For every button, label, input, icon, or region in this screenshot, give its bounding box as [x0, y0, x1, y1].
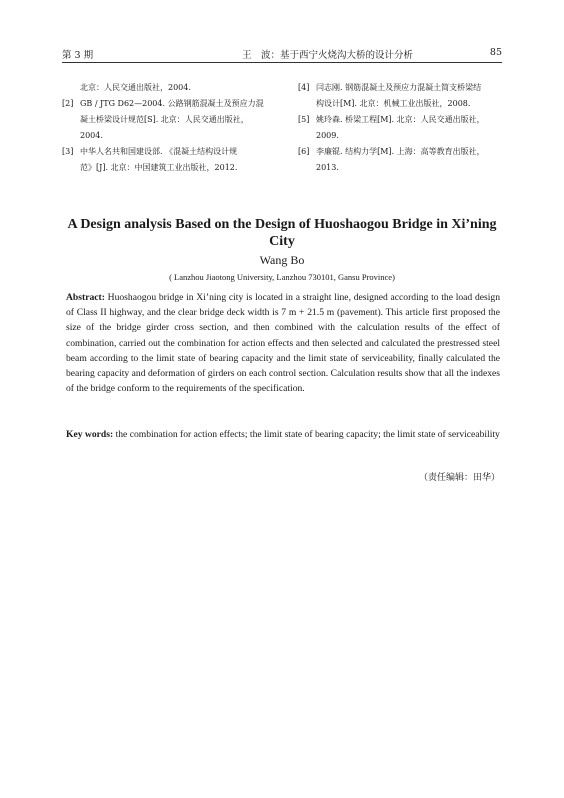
reference-line: 2004. [80, 131, 103, 140]
editor-note: （责任编辑：田华） [418, 473, 500, 483]
reference-line: [6] 李廉锟. 结构力学[M]. 上海：高等教育出版社， [298, 147, 485, 156]
keywords-label: Key words: [66, 429, 114, 440]
reference-line: 2009. [316, 131, 339, 140]
issue-label: 第 3 期 [62, 50, 94, 61]
reference-line: [3] 中华人名共和国建设部. 《混凝土结构设计规 [62, 147, 238, 156]
reference-line: 构设计[M]. 北京：机械工业出版社，2008. [316, 99, 471, 108]
reference-line: 凝土桥梁设计规范[S]. 北京：人民交通出版社， [80, 115, 249, 124]
reference-line: [2] GB / JTG D62—2004. 公路钢筋混凝土及预应力混 [62, 99, 264, 108]
reference-line: [5] 姚玲森. 桥梁工程[M]. 北京：人民交通出版社， [298, 115, 485, 124]
abstract-paragraph [66, 290, 500, 396]
page-number: 85 [489, 47, 502, 58]
reference-line: 北京：人民交通出版社，2004. [80, 83, 191, 92]
reference-line: [4] 闫志刚. 钢筋混凝土及预应力混凝土简支桥梁结 [298, 83, 482, 92]
reference-line: 2013. [316, 163, 339, 172]
references-left-column [62, 80, 292, 176]
author-affiliation: ( Lanzhou Jiaotong University, Lanzhou 730101, Gansu Province) [169, 272, 395, 282]
header-rule [62, 62, 502, 63]
keywords-text: the combination for action effects; the limit state of bearing capacity; the limit state of serviceability [115, 429, 500, 440]
reference-line: 范》[J]. 北京：中国建筑工业出版社，2012. [80, 163, 238, 172]
abstract-label: Abstract: [66, 292, 105, 303]
keywords-paragraph [66, 427, 500, 442]
running-header [62, 47, 502, 63]
english-title: A Design analysis Based on the Design of Huoshaogou Bridge in Xi’ning City [67, 217, 497, 249]
author-name: Wang Bo [259, 253, 305, 267]
references-right-column [298, 80, 503, 176]
abstract-text: Huoshaogou bridge in Xi’ning city is located in a straight line, designed according to the load design of Class II highway, and the clear bridge deck width is 7 m + 21.5 m (pavement). This article first proposed the size of the bridge girder cross section, and then combined with the calculation results of the effect of combination, carried out the combination for action effects and then selected and calculated the prestressed steel beam according to the limit state of bearing capacity and the limit state of serviceability, finally calculated the bearing capacity and deformation of girders on each control section. Calculation results show that all the indexes of the bridge conform to the requirements of the specification. [66, 292, 500, 395]
running-title: 王 波：基于西宁火烧沟大桥的设计分析 [242, 50, 414, 61]
